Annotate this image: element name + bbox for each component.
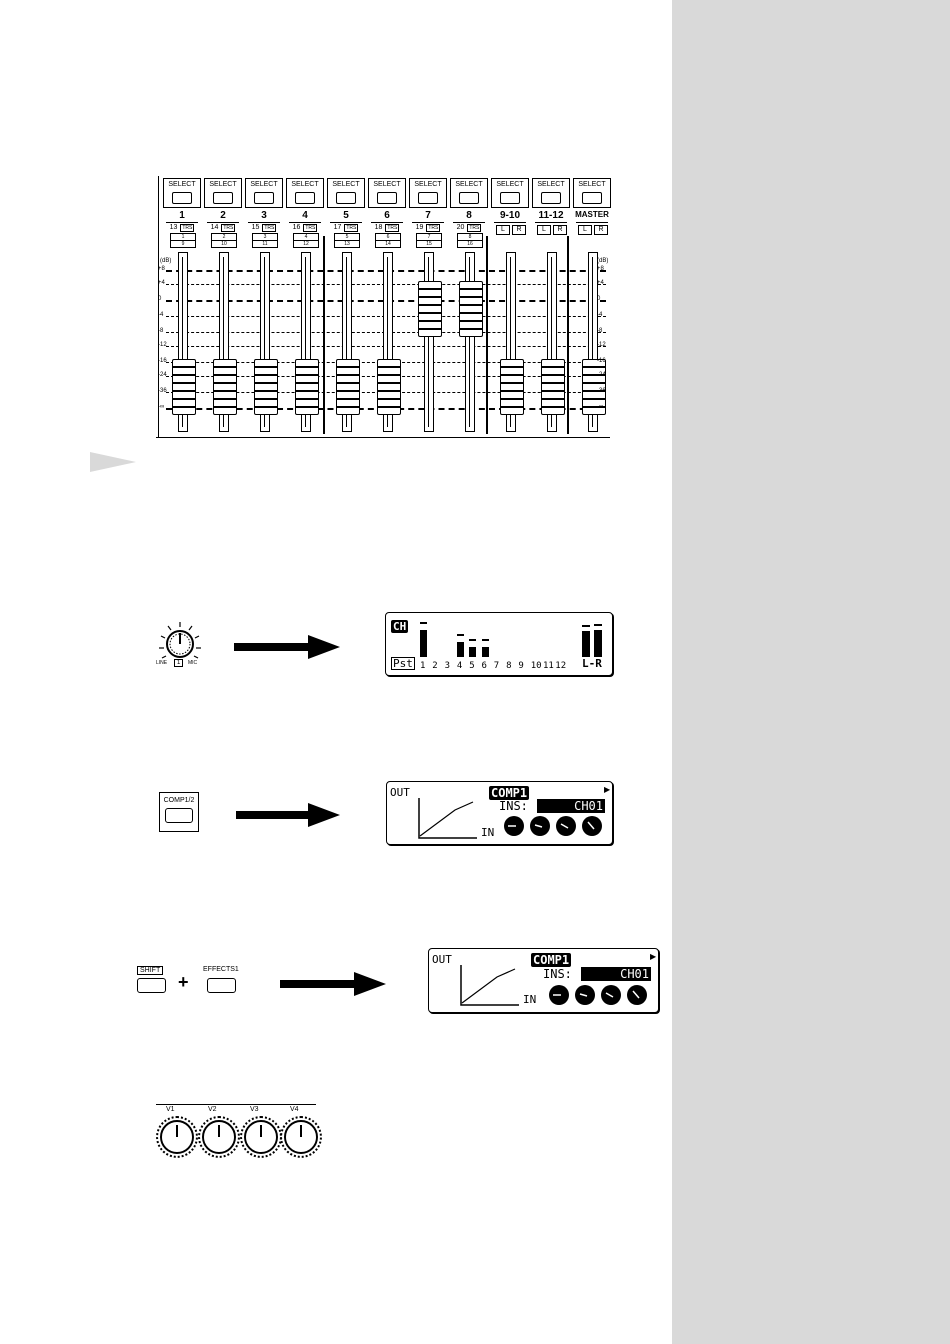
fader-knob-stripe — [542, 374, 564, 376]
effects1-cap[interactable] — [207, 978, 236, 993]
fader-knob-stripe — [501, 366, 523, 368]
fader-knob-stripe — [378, 374, 400, 376]
select-button-4[interactable] — [286, 178, 324, 208]
select-label: SELECT — [414, 181, 442, 188]
scale-label-left: -16 — [158, 358, 167, 364]
channel-number-underline — [207, 222, 239, 223]
trs-number: 14 — [210, 224, 219, 231]
sub-label-bottom: 9 — [170, 240, 196, 248]
scroll-arrow-icon: ▶ — [604, 785, 611, 794]
lcd-in-label: IN — [481, 826, 495, 839]
select-cap[interactable] — [459, 192, 479, 204]
channel-number: 8 — [466, 210, 472, 221]
fader-knob-stripe — [214, 390, 236, 392]
trs-number: 16 — [292, 224, 301, 231]
select-button-11-12[interactable] — [532, 178, 570, 208]
meter-channel-label: 7 — [493, 661, 500, 671]
sub-label-top: 8 — [457, 233, 483, 241]
select-cap[interactable] — [254, 192, 274, 204]
v3-label: V3 — [250, 1106, 259, 1113]
v4-label: V4 — [290, 1106, 299, 1113]
lcd-comp-title: COMP1 — [491, 786, 528, 800]
fader-knob-stripe — [378, 398, 400, 400]
comp1-2-button[interactable] — [159, 792, 199, 832]
channel-number: 9-10 — [499, 210, 520, 221]
meter-channel-label: 2 — [432, 661, 438, 671]
channel-strip-7 — [408, 176, 448, 438]
comp-curve-graph — [417, 798, 477, 840]
select-label: SELECT — [168, 181, 196, 188]
fader-knob-stripe — [419, 312, 441, 314]
fader-knob-stripe — [173, 406, 195, 408]
select-cap[interactable] — [172, 192, 192, 204]
fader-knob[interactable] — [377, 359, 401, 415]
v-knobs-illustration — [156, 1104, 326, 1154]
channel-number: 1 — [179, 210, 185, 221]
fader-knob-stripe — [460, 320, 482, 322]
select-cap[interactable] — [295, 192, 315, 204]
fader-knob-stripe — [583, 398, 605, 400]
select-cap[interactable] — [582, 192, 602, 204]
arrow-right-icon — [280, 980, 356, 988]
channel-number-underline — [535, 222, 567, 223]
meter-channel-label: 5 — [469, 661, 475, 671]
sub-label-bottom: 16 — [457, 240, 483, 248]
fader-knob-stripe — [214, 374, 236, 376]
channel-number: MASTER — [575, 210, 609, 219]
trs-number: 15 — [251, 224, 260, 231]
fader-knob-stripe — [337, 366, 359, 368]
select-label: SELECT — [496, 181, 524, 188]
trs-tag: TRS — [387, 225, 398, 231]
fader-knob-stripe — [542, 406, 564, 408]
lcd-preset-label: Pst — [393, 657, 413, 670]
fader-track — [424, 252, 434, 432]
comp1-2-cap[interactable] — [165, 808, 193, 823]
comp1-2-label: COMP1/2 — [163, 797, 195, 804]
select-label: SELECT — [578, 181, 606, 188]
lcd-comp-screen-2 — [428, 948, 659, 1013]
fader-knob-stripe — [214, 382, 236, 384]
select-button-7[interactable] — [409, 178, 447, 208]
trs-input-label — [408, 224, 448, 231]
trs-input-label — [244, 224, 284, 231]
channel-number-underline — [494, 222, 526, 223]
fader-knob-stripe — [337, 390, 359, 392]
lcd-out-label: OUT — [432, 953, 452, 966]
fader-knob-stripe — [255, 374, 277, 376]
fader-knob-stripe — [460, 296, 482, 298]
channel-number-underline — [371, 222, 403, 223]
meter-bar — [420, 630, 427, 657]
trs-tag: TRS — [346, 225, 357, 231]
fader-knob[interactable] — [295, 359, 319, 415]
trs-number: 17 — [333, 224, 342, 231]
scale-label-right: +8 — [597, 266, 604, 272]
meter-bar — [482, 647, 489, 658]
mixer-frame-left — [158, 176, 162, 438]
lcd-knob-icons — [502, 814, 608, 838]
lcd-mode-label: CH — [393, 620, 407, 633]
trs-number: 18 — [374, 224, 383, 231]
meter-channel-label: 12 — [555, 661, 567, 671]
trs-tag: TRS — [469, 225, 480, 231]
fader-knob-stripe — [419, 320, 441, 322]
fader-knob-stripe — [173, 398, 195, 400]
fader-knob-stripe — [173, 366, 195, 368]
trs-number: 13 — [169, 224, 178, 231]
channel-number-underline — [330, 222, 362, 223]
select-button-8[interactable] — [450, 178, 488, 208]
lcd-comp-screen — [386, 781, 613, 845]
lcd-knob-icons — [547, 983, 653, 1007]
scale-label-left: +4 — [158, 280, 165, 286]
fader-knob[interactable] — [213, 359, 237, 415]
channel-strip-8 — [449, 176, 489, 438]
master-meter-bar — [582, 631, 590, 657]
trs-input-label — [203, 224, 243, 231]
sub-label-bottom: 15 — [416, 240, 442, 248]
fader-knob[interactable] — [336, 359, 360, 415]
select-cap[interactable] — [541, 192, 561, 204]
channel-number: 6 — [384, 210, 390, 221]
fader-knob-stripe — [460, 312, 482, 314]
select-button-9-10[interactable] — [491, 178, 529, 208]
scale-label-left: +8 — [158, 266, 165, 272]
sub-label-top: 2 — [211, 233, 237, 241]
fader-knob-stripe — [542, 382, 564, 384]
arrow-right-icon — [236, 811, 310, 819]
meter-peak — [469, 639, 476, 641]
fader-knob-stripe — [419, 296, 441, 298]
fader-knob-stripe — [378, 366, 400, 368]
strip-divider — [486, 236, 488, 434]
lcd-master-label: L-R — [582, 657, 602, 670]
fader-knob-stripe — [296, 366, 318, 368]
lcd-ins-label: INS: — [543, 967, 572, 981]
mixer-illustration — [156, 176, 610, 438]
fader-knob-stripe — [173, 382, 195, 384]
fader-knob-stripe — [501, 390, 523, 392]
meter-channel-label: 6 — [481, 661, 487, 671]
select-cap[interactable] — [377, 192, 397, 204]
v1-label: V1 — [166, 1106, 175, 1113]
scale-label-right: -8 — [597, 328, 603, 334]
fader-knob-stripe — [214, 406, 236, 408]
fader-knob-stripe — [460, 288, 482, 290]
channel-number: 11-12 — [538, 210, 564, 221]
meter-bar — [469, 647, 476, 658]
select-button-5[interactable] — [327, 178, 365, 208]
fader-knob-stripe — [296, 382, 318, 384]
channel-strip-2 — [203, 176, 243, 438]
scale-unit-right: (dB) — [597, 258, 609, 264]
meter-peak — [457, 634, 464, 636]
comp-curve-graph — [459, 965, 519, 1007]
fader-knob-stripe — [255, 398, 277, 400]
fader-knob-stripe — [542, 366, 564, 368]
gain-line-label: LINE — [156, 660, 168, 666]
lcd-ins-label: INS: — [499, 799, 528, 813]
scale-label-left: -∞ — [158, 404, 165, 410]
select-button-6[interactable] — [368, 178, 406, 208]
sub-label-bottom: 13 — [334, 240, 360, 248]
effects1-button[interactable] — [200, 966, 244, 996]
meter-bar — [457, 642, 464, 657]
channel-number: 7 — [425, 210, 431, 221]
channel-strip-4 — [285, 176, 325, 438]
fader-knob[interactable] — [254, 359, 278, 415]
channel-number-underline — [166, 222, 198, 223]
strip-divider — [567, 236, 569, 434]
channel-number: 3 — [261, 210, 267, 221]
page-sidebar — [672, 0, 950, 1344]
scale-label-right: -12 — [597, 342, 606, 348]
fader-knob-stripe — [583, 366, 605, 368]
select-label: SELECT — [537, 181, 565, 188]
fader-knob-stripe — [296, 390, 318, 392]
scale-label-right: -16 — [597, 358, 606, 364]
sub-label-top: 1 — [170, 233, 196, 241]
fader-knob-stripe — [460, 328, 482, 330]
fader-knob-stripe — [337, 382, 359, 384]
fader-knob-stripe — [214, 366, 236, 368]
channel-strip-5 — [326, 176, 366, 438]
scale-label-left: -36 — [158, 388, 167, 394]
select-cap[interactable] — [213, 192, 233, 204]
sub-label-top: 5 — [334, 233, 360, 241]
meter-area — [420, 619, 570, 671]
meter-peak — [420, 622, 427, 624]
right-indicator: R — [553, 225, 567, 235]
v3-knob[interactable] — [244, 1120, 278, 1154]
meter-channel-label: 3 — [444, 661, 451, 671]
fader-knob-stripe — [296, 406, 318, 408]
meter-peak — [482, 639, 489, 641]
lcd-ins-value: CH01 — [537, 799, 605, 813]
gain-mic-label: MIC — [188, 660, 198, 666]
fader-knob-stripe — [501, 406, 523, 408]
channel-strip-6 — [367, 176, 407, 438]
fader-knob-stripe — [296, 398, 318, 400]
channel-number-underline — [289, 222, 321, 223]
trs-tag: TRS — [305, 225, 316, 231]
trs-number: 20 — [456, 224, 465, 231]
scale-label-left: -12 — [158, 342, 167, 348]
fader-knob-stripe — [255, 382, 277, 384]
select-label: SELECT — [250, 181, 278, 188]
scale-label-right: -∞ — [597, 404, 604, 410]
left-indicator: L — [537, 225, 551, 235]
scale-label-right: -36 — [597, 388, 606, 394]
sub-label-bottom: 11 — [252, 240, 278, 248]
fader-knob-stripe — [255, 366, 277, 368]
scale-label-right: -24 — [597, 372, 606, 378]
left-indicator: L — [496, 225, 510, 235]
master-meter-peak — [582, 625, 590, 627]
meter-channel-label: 1 — [420, 661, 426, 671]
fader-track — [465, 252, 475, 432]
channel-strip-1 — [162, 176, 202, 438]
sub-label-bottom: 14 — [375, 240, 401, 248]
fader-knob-stripe — [255, 406, 277, 408]
lcd-comp-title: COMP1 — [533, 953, 570, 967]
sub-label-top: 3 — [252, 233, 278, 241]
meter-channel-label: 11 — [543, 661, 554, 671]
fader-knob-stripe — [378, 382, 400, 384]
select-button-master[interactable] — [573, 178, 611, 208]
lcd-level-meters — [385, 612, 613, 676]
section-marker-triangle — [90, 452, 136, 472]
sub-label-bottom: 12 — [293, 240, 319, 248]
meter-channel-label: 8 — [506, 661, 512, 671]
fader-knob-stripe — [337, 406, 359, 408]
channel-number-underline — [412, 222, 444, 223]
fader-knob-stripe — [378, 406, 400, 408]
trs-tag: TRS — [428, 225, 439, 231]
scale-label-left: 0 — [158, 296, 162, 302]
fader-knob-stripe — [173, 374, 195, 376]
channel-number-underline — [576, 222, 608, 223]
v4-knob[interactable] — [284, 1120, 318, 1154]
sub-label-bottom: 10 — [211, 240, 237, 248]
channel-number: 4 — [302, 210, 308, 221]
meter-channel-label: 9 — [518, 661, 524, 671]
lcd-in-label: IN — [523, 993, 537, 1006]
trs-input-label — [367, 224, 407, 231]
fader-knob-stripe — [542, 390, 564, 392]
channel-strip-master — [572, 176, 612, 438]
effects1-label: EFFECTS1 — [203, 966, 239, 973]
select-cap[interactable] — [500, 192, 520, 204]
scale-label-right: 0 — [597, 296, 601, 302]
trs-input-label — [449, 224, 489, 231]
select-label: SELECT — [209, 181, 237, 188]
fader-knob-stripe — [214, 398, 236, 400]
scale-label-left: -8 — [158, 328, 164, 334]
scale-label-left: -4 — [158, 312, 164, 318]
fader-knob-stripe — [583, 382, 605, 384]
scale-label-right: -4 — [597, 312, 603, 318]
right-indicator: R — [594, 225, 608, 235]
fader-knob-stripe — [419, 304, 441, 306]
trs-input-label — [326, 224, 366, 231]
select-button-2[interactable] — [204, 178, 242, 208]
fader-knob-stripe — [296, 374, 318, 376]
fader-knob[interactable] — [172, 359, 196, 415]
fader-knob[interactable] — [500, 359, 524, 415]
gain-knob-illustration — [156, 618, 204, 670]
fader-knob-stripe — [337, 374, 359, 376]
strip-divider — [323, 236, 325, 434]
plus-sign: + — [178, 972, 189, 992]
fader-knob[interactable] — [418, 281, 442, 337]
master-meter-peak — [594, 624, 602, 626]
shift-button[interactable] — [135, 966, 167, 996]
fader-knob-stripe — [542, 398, 564, 400]
gain-channel-label: 1 — [174, 659, 183, 667]
channel-number-underline — [248, 222, 280, 223]
lcd-out-label: OUT — [390, 786, 410, 799]
shift-label: SHIFT — [137, 966, 163, 975]
fader-knob-stripe — [460, 304, 482, 306]
trs-tag: TRS — [223, 225, 234, 231]
trs-number: 19 — [415, 224, 424, 231]
arrow-right-icon — [234, 643, 310, 651]
meter-channel-label: 10 — [530, 661, 542, 671]
select-button-1[interactable] — [163, 178, 201, 208]
fader-knob-stripe — [501, 382, 523, 384]
sub-label-top: 6 — [375, 233, 401, 241]
fader-knob[interactable] — [541, 359, 565, 415]
select-cap[interactable] — [336, 192, 356, 204]
sub-label-top: 4 — [293, 233, 319, 241]
select-label: SELECT — [373, 181, 401, 188]
fader-knob-stripe — [501, 374, 523, 376]
scale-label-left: -24 — [158, 372, 167, 378]
scale-label-right: +4 — [597, 280, 604, 286]
trs-tag: TRS — [264, 225, 275, 231]
channel-number: 2 — [220, 210, 226, 221]
fader-knob-stripe — [173, 390, 195, 392]
fader-knob-stripe — [255, 390, 277, 392]
right-indicator: R — [512, 225, 526, 235]
fader-knob-stripe — [419, 328, 441, 330]
sub-label-top: 7 — [416, 233, 442, 241]
channel-strip-9-10 — [490, 176, 530, 438]
v2-knob[interactable] — [202, 1120, 236, 1154]
fader-knob-stripe — [501, 398, 523, 400]
select-label: SELECT — [455, 181, 483, 188]
channel-strip-3 — [244, 176, 284, 438]
select-label: SELECT — [291, 181, 319, 188]
scroll-arrow-icon: ▶ — [650, 952, 657, 961]
select-label: SELECT — [332, 181, 360, 188]
shift-cap[interactable] — [137, 978, 166, 993]
v2-label: V2 — [208, 1106, 217, 1113]
master-meter-bar — [594, 630, 602, 657]
fader-knob-stripe — [378, 390, 400, 392]
lcd-ins-value: CH01 — [581, 967, 651, 981]
scale-unit-left: (dB) — [160, 258, 172, 264]
trs-tag: TRS — [182, 225, 193, 231]
channel-number: 5 — [343, 210, 349, 221]
trs-input-label — [162, 224, 202, 231]
fader-knob[interactable] — [459, 281, 483, 337]
fader-knob-stripe — [337, 398, 359, 400]
trs-input-label — [285, 224, 325, 231]
v1-knob[interactable] — [160, 1120, 194, 1154]
meter-channel-label: 4 — [456, 661, 463, 671]
select-button-3[interactable] — [245, 178, 283, 208]
channel-strip-11-12 — [531, 176, 571, 438]
channel-number-underline — [453, 222, 485, 223]
left-indicator: L — [578, 225, 592, 235]
fader-knob-stripe — [419, 288, 441, 290]
select-cap[interactable] — [418, 192, 438, 204]
